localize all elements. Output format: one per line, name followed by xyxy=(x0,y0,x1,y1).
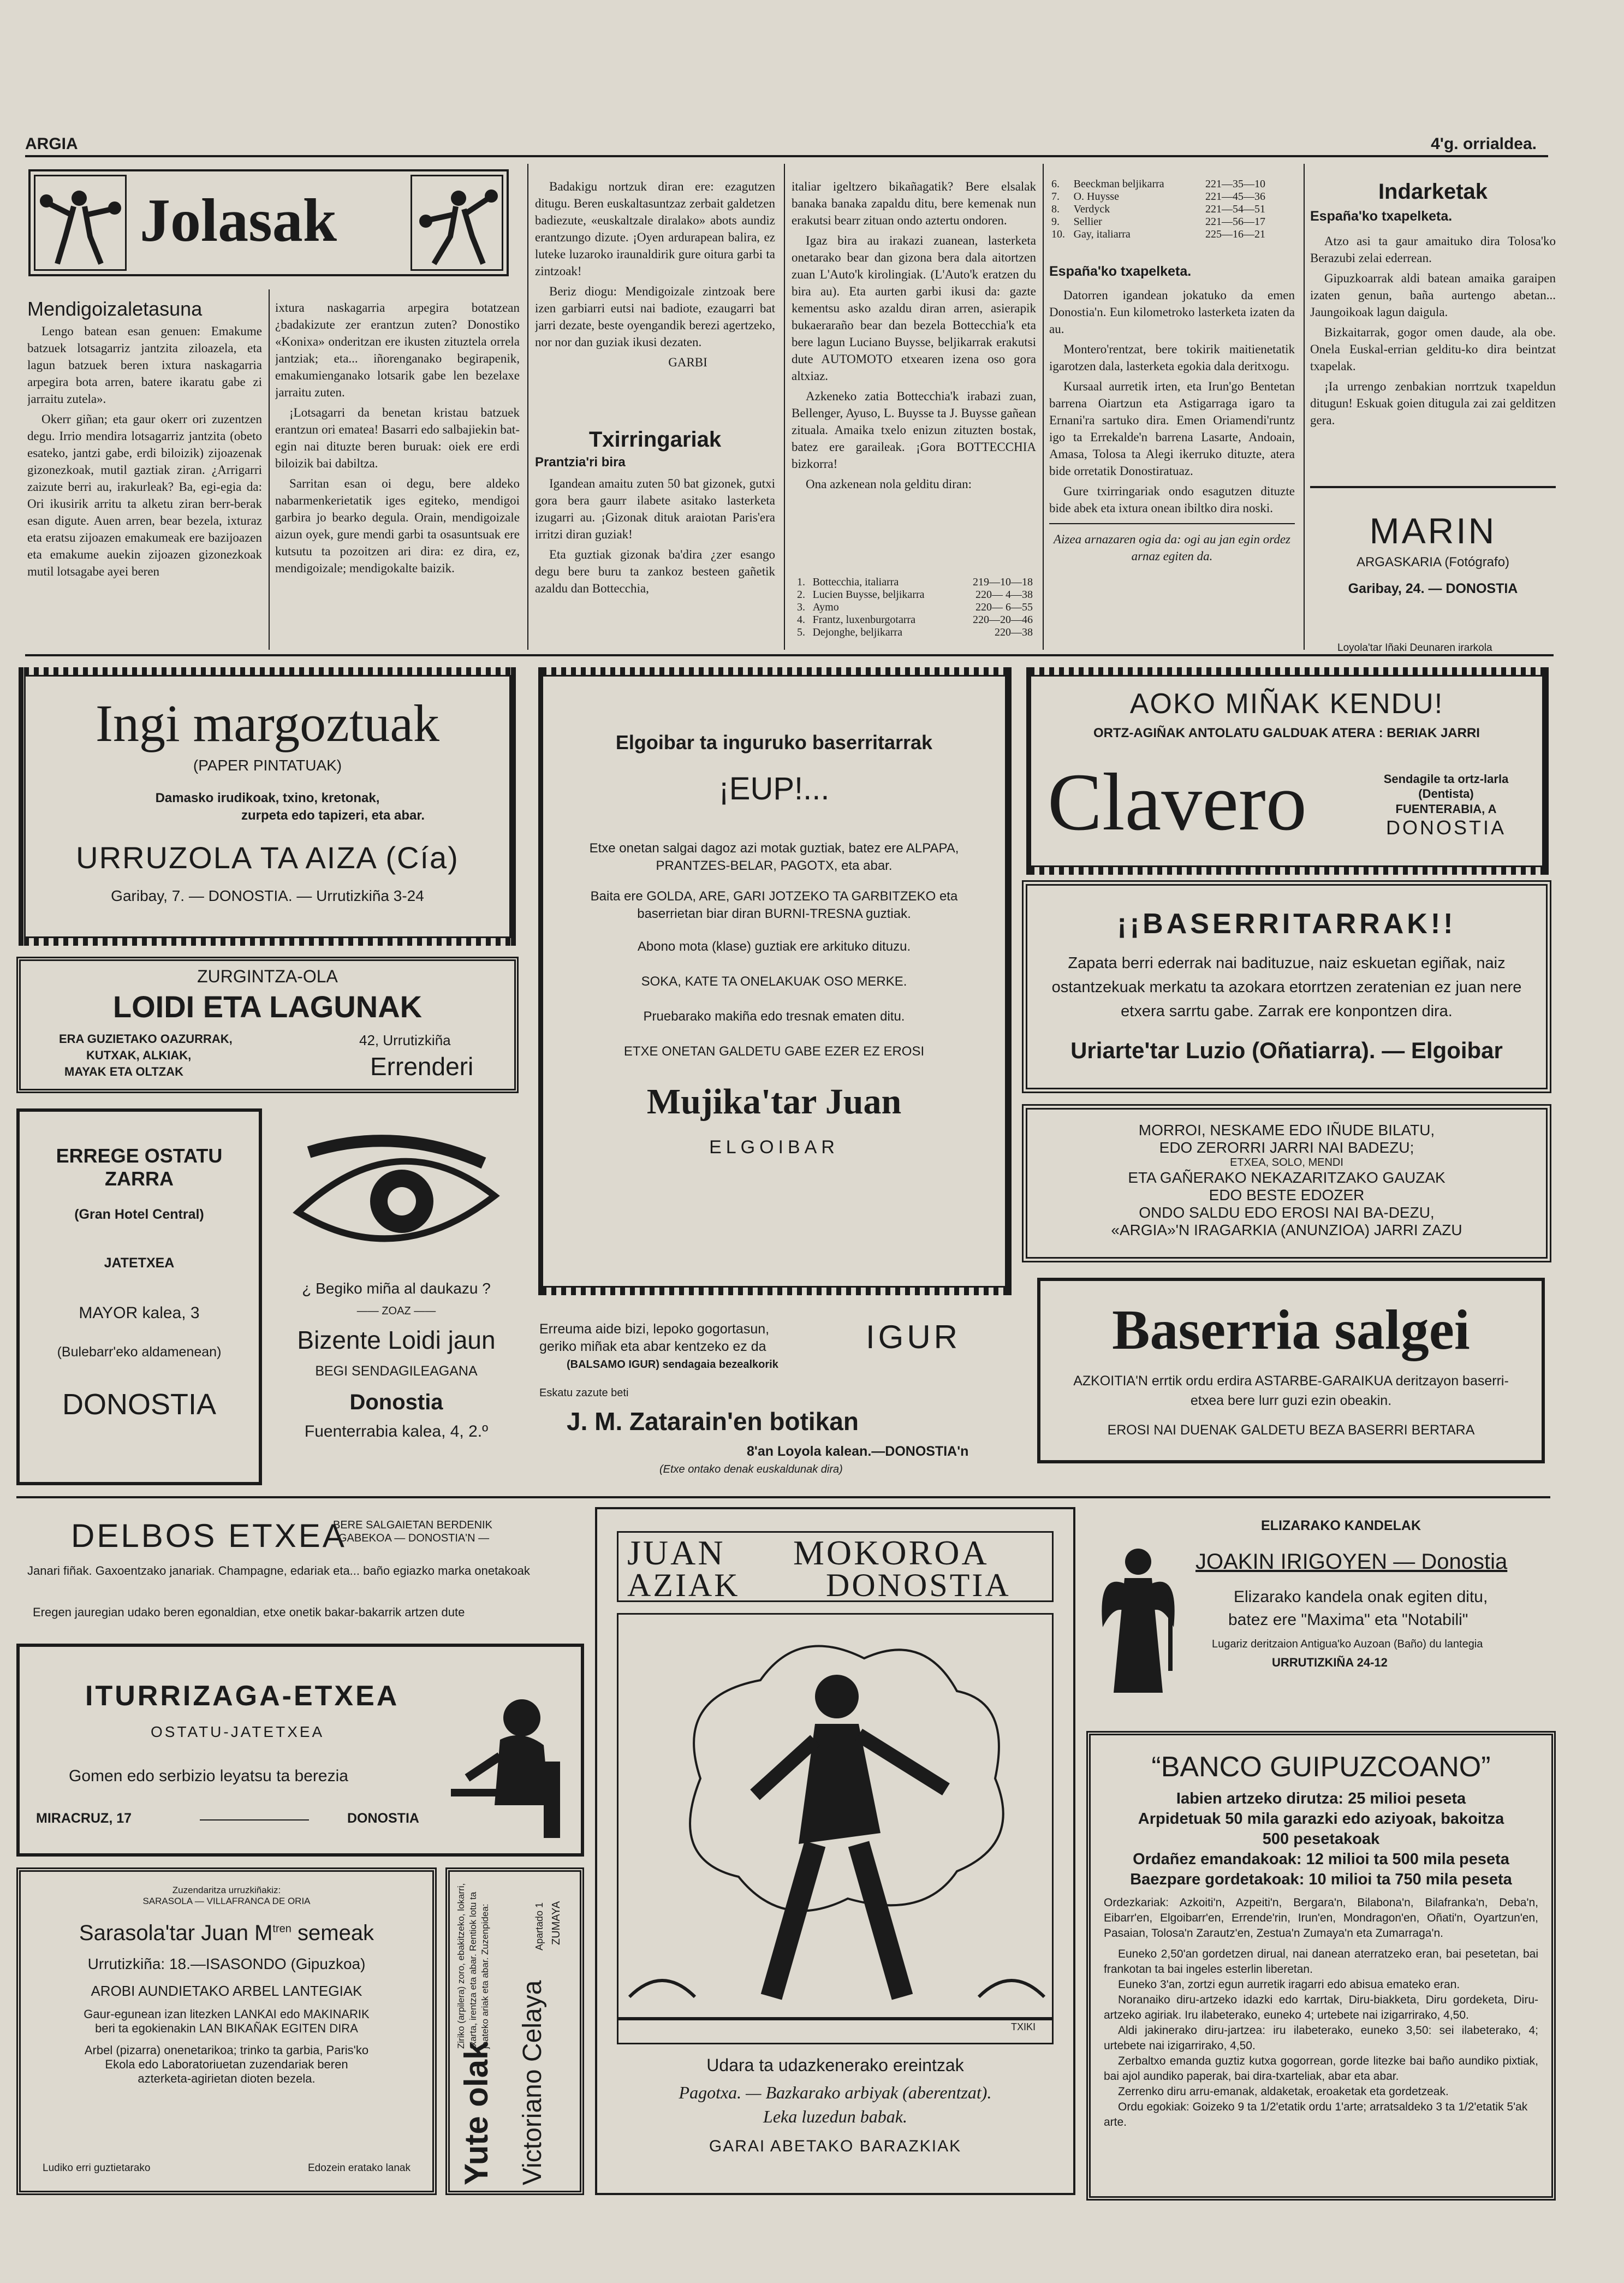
result-time: 220—20—46 xyxy=(973,614,1033,626)
clavero-sub: ORTZ-AGIÑAK ANTOLATU GALDUAK ATERA : BERIAK JARRI xyxy=(1093,726,1480,740)
result-time: 221—56—17 xyxy=(1205,216,1265,228)
result-rider: Beeckman beljikarra xyxy=(1073,178,1164,190)
result-rider: Sellier xyxy=(1073,216,1102,228)
column-divider xyxy=(784,164,785,650)
eye-ad xyxy=(271,1108,522,1485)
banco-title: “BANCO GUIPUZCOANO” xyxy=(1151,1751,1491,1783)
article-paragraph: Beriz diogu: Mendigoizale zintzoak bere izen garbiarri eutsi nai badiote, ezaugarri bat jarri dezate, beste oyengandik berezi agertzeko, nor nor dan guziak ikusi dezaten. xyxy=(535,284,775,349)
errege-jatetxea: JATETXEA xyxy=(104,1255,175,1271)
banco-p4: Noranaiko diru-artzeko idazki edo karrtak, Diru-biakketa, Diru gordeketa, Diru-artzeko agiriak. Iru ilabeterako, euneko 4; urtebete nai izigarrirako, 4,50. xyxy=(1104,1994,1538,2021)
result-rider: O. Huysse xyxy=(1073,191,1119,203)
result-rank: 6. xyxy=(1051,178,1060,190)
eye-icon xyxy=(287,1130,505,1261)
banco-p1: Ordezkariak: Azkoiti'n, Azpeiti'n, Bergara'n, Bilabona'n, Bilafranka'n, Deba'n, Eibarr'en, Elgoibarr'en, Errende'rin, Irun'en, Mondragon'en, Oñati'n, Oyartzun'en, Pasaian, Tolosa'n Zarautz'en, Zestua'n Zumaya'n eta Zumarraga'n. xyxy=(1104,1896,1538,1940)
header-rule xyxy=(25,155,1548,157)
txirringariak-cont xyxy=(792,178,1036,571)
baserritarrak-text: Zapata berri ederrak nai badituzue, naiz eskuetan egiñak, naiz ostantzekuak merkatu ta azokara etorrtzen zeratenian ez juan nere etxera sarrtu gabe. Zarrak ere konpontzen dira. xyxy=(1051,954,1522,1020)
result-row xyxy=(1049,228,1268,241)
clavero-r4: DONOSTIA xyxy=(1385,816,1506,839)
iturrizaga-address: MIRACRUZ, 17 xyxy=(36,1811,132,1826)
sarasola-ad xyxy=(16,1867,437,2195)
loidi-line2: KUTXAK, ALKIAK, xyxy=(86,1048,192,1062)
loidi-top: ZURGINTZA-OLA xyxy=(197,966,338,986)
result-rank: 7. xyxy=(1051,191,1060,203)
kandelak-p2: batez ere "Maxima" eta "Notabili" xyxy=(1228,1611,1468,1629)
errege-address: MAYOR kalea, 3 xyxy=(79,1304,200,1322)
sarasola-sup: tren xyxy=(272,1923,292,1935)
ingi-sub: (PAPER PINTATUAK) xyxy=(193,757,342,774)
result-rider: Frantz, luxenburgotarra xyxy=(812,614,916,626)
baserria-title: Baserria salgei xyxy=(1112,1298,1470,1361)
yute-name: Victoriano Celaya xyxy=(518,1980,547,2185)
yute-big: Yute olak xyxy=(458,2041,495,2185)
txirringariak-subtitle: Prantzia'ri bira xyxy=(535,455,626,470)
baserria-foot: EROSI NAI DUENAK GALDETU BEZA BASERRI BERTARA xyxy=(1107,1422,1475,1438)
mokoroa-l3: AZIAK xyxy=(627,1567,740,1603)
banco-p8: Ordu egokiak: Goizeko 9 ta 1/2'etatik ordu 1'arte; arratsaldeko 3 ta 1/2'etatik 5'ak arte. xyxy=(1104,2101,1528,2128)
sarasola-top2: SARASOLA — VILLAFRANCA DE ORIA xyxy=(142,1896,311,1906)
delbos-ad xyxy=(16,1507,584,1633)
sarasola-l2: Gaur-egunean izan litezken LANKAI edo MAKINARIK xyxy=(84,2007,370,2021)
clavero-r2: (Dentista) xyxy=(1418,787,1474,800)
article-paragraph: ixtura naskagarria arpegira botatzean ¿badakizute zer erantzun zuten? Donostiko «Konixa» onderitzan ere ikusten zituztela orrela jantziak; eta... iñorenganako begirapenik, emakumienganako lotsarik gabe len bezelaxe jarraitu zuten. xyxy=(275,301,520,399)
morroi-l7: «ARGIA»'N IRAGARKIA (ANUNZIOA) JARRI ZAZU xyxy=(1111,1221,1462,1238)
banco-p6: Zerbaltxo emanda guztiz kutxa gogorrean, gorde litezke bai baño aundiko pixtiak, bai ajol aundiko paperak, bai dira-txarteliak, abar eta abar. xyxy=(1104,2055,1538,2083)
banco-p3: Euneko 3'an, zortzi egun aurretik iragarri edo abisua emateko eran. xyxy=(1118,1978,1460,1991)
sarasola-l1: AROBI AUNDIETAKO ARBEL LANTEGIAK xyxy=(91,1983,362,1999)
delbos-name: DELBOS ETXEA xyxy=(71,1517,347,1554)
errege-title: ERREGE OSTATU ZARRA xyxy=(56,1145,223,1190)
igur-line1: Erreuma aide bizi, lepoko gogortasun, xyxy=(539,1321,770,1337)
eye-zoaz-label: ZOAZ xyxy=(382,1305,411,1317)
article-paragraph: Badakigu nortzuk diran ere: ezagutzen ditugu. Beren euskaltasuntzaz zerbait galdetzen badiezute, «euskaltzale diralako» abots aundiz erantzungo dizute. ¡Oyen ardurapean balira, ez luteke luzaroko iraunaldirik gure oitura garbi ta zintzoak! xyxy=(535,180,775,278)
article-signature: GARBI xyxy=(668,355,707,369)
mendigoizaletasuna-article xyxy=(27,295,262,653)
loidi-ad xyxy=(16,957,519,1093)
result-rank: 8. xyxy=(1051,203,1060,215)
iturrizaga-rule xyxy=(200,1819,309,1821)
mokoroa-l4: DONOSTIA xyxy=(826,1567,1011,1603)
clavero-r1: Sendagile ta ortz-larla xyxy=(1383,772,1509,786)
page-number: 4'g. orrialdea. xyxy=(1431,135,1537,153)
igur-ad xyxy=(534,1310,1014,1485)
morroi-l2: EDO ZERORRI JARRI NAI BADEZU; xyxy=(1159,1139,1414,1156)
banco-l4: Ordañez emandakoak: 12 milioi ta 500 mila peseta xyxy=(1133,1851,1509,1868)
loidi-line3: MAYAK ETA OLTZAK xyxy=(64,1065,183,1078)
eye-name: Bizente Loidi jaun xyxy=(297,1326,496,1354)
txirringariak-article xyxy=(535,426,775,653)
printer-credit: Loyola'tar Iñaki Deunaren irarkola xyxy=(1337,642,1492,654)
baserritarrak-title: ¡¡BASERRITARRAK!! xyxy=(1117,908,1456,940)
result-row xyxy=(795,614,1035,626)
errege-bulebar: (Bulebarr'eko aldamenean) xyxy=(57,1344,222,1360)
eye-city: Donostia xyxy=(349,1390,443,1414)
iturrizaga-sub: OSTATU-JATETXEA xyxy=(151,1723,325,1740)
article-paragraph: Gure txirringariak ondo esagutzen dituzte bide abek eta ixtura onean ibiltko dira noski. xyxy=(1049,484,1295,515)
result-row xyxy=(1049,216,1268,228)
ingi-title: Ingi margoztuak xyxy=(95,694,440,752)
result-rider: Aymo xyxy=(812,601,839,613)
result-time: 220— 4—38 xyxy=(975,589,1033,601)
result-time: 225—16—21 xyxy=(1205,228,1265,240)
morroi-l4: ETA GAÑERAKO NEKAZARITZAKO GAUZAK xyxy=(1128,1169,1445,1186)
boxer-left-icon xyxy=(34,175,127,271)
delbos-line2: Eregen jauregian udako beren egonaldian, etxe onetik bakar-bakarrik artzen dute xyxy=(33,1605,465,1619)
iturrizaga-ad xyxy=(16,1644,584,1857)
ingi-address: Garibay, 7. — DONOSTIA. — Urrutizkiña 3-24 xyxy=(111,887,424,904)
result-row xyxy=(795,626,1035,639)
ingi-line2: zurpeta edo tapizeri, eta abar. xyxy=(241,808,425,823)
result-time: 219—10—18 xyxy=(973,576,1033,588)
mokoroa-t1: Udara ta udazkenerako ereintzak xyxy=(706,2055,964,2075)
igur-pharmacy: J. M. Zatarain'en botikan xyxy=(567,1407,859,1436)
sarasola-address: Urrutizkiña: 18.—ISASONDO (Gipuzkoa) xyxy=(87,1955,366,1972)
article-paragraph: Bizkaitarrak, gogor omen daude, ala obe. Onela Euskal-errian gelditu-ko dira beintzat txapelak. xyxy=(1310,325,1556,373)
marin-ad xyxy=(1310,486,1556,628)
mokoroa-t3: Leka luzedun babak. xyxy=(763,2107,907,2126)
article-paragraph: Igandean amaitu zuten 50 bat gizonek, gutxi gora bera gaurr ilabete asitako lasterketa izugarri au. ¡Gizonak dituk araiotan Paris'era irritzi diran guziak! xyxy=(535,477,775,541)
yute-ap: Apartado 1 xyxy=(534,1902,545,1950)
mokoroa-l2: MOKOROA xyxy=(793,1533,989,1572)
sarasola-f1: Ludiko erri guztietarako xyxy=(43,2162,151,2174)
result-row xyxy=(1049,203,1268,216)
igur-line3: (BALSAMO IGUR) sendagaia bezealkorik xyxy=(567,1359,778,1371)
result-rider: Verdyck xyxy=(1073,203,1110,215)
loidi-name: LOIDI ETA LAGUNAK xyxy=(112,989,423,1024)
errege-ad xyxy=(16,1108,262,1485)
article-paragraph: Kursaal aurretik irten, eta Irun'go Bentetan barrena Oiartzun eta Astigarraga igaro ta Ernani'ra sartuko dira. Emen Oriamendi'runtz igo ta Errekalde'n barrena Lasarte, Andoain, Amasa, Tolosa ta Alegi ikerruko dituzte, atera bide orretatik Donostiratuaz. xyxy=(1049,379,1295,478)
result-time: 221—35—10 xyxy=(1205,178,1265,190)
section-rule xyxy=(16,1496,1550,1498)
result-row xyxy=(795,576,1035,589)
iturrizaga-city: DONOSTIA xyxy=(347,1811,419,1826)
baserria-text: AZKOITIA'N errtik ordu erdira ASTARBE-GARAIKUA deritzayon baserri-etxea bere lurr guzi ezin obeakin. xyxy=(1073,1373,1509,1408)
sower-illustration-icon xyxy=(617,1613,1054,2044)
results-table-1 xyxy=(795,576,1035,639)
eup-p4: SOKA, KATE TA ONELAKUAK OSO MERKE. xyxy=(641,974,907,989)
kandelak-p3: Lugariz deritzaion Antigua'ko Auzoan (Baño) du lantegia xyxy=(1212,1638,1483,1650)
diner-icon xyxy=(440,1680,571,1843)
loidi-line1: ERA GUZIETAKO OAZURRAK, xyxy=(59,1032,233,1046)
loidi-city: Errenderi xyxy=(370,1052,474,1081)
sarasola-name-row xyxy=(21,1921,432,1946)
paper-name: ARGIA xyxy=(25,135,78,153)
result-rank: 5. xyxy=(797,626,805,638)
clavero-r3: FUENTERABIA, A xyxy=(1395,802,1497,816)
eup-p5: Pruebarako makiña edo tresnak ematen ditu. xyxy=(643,1009,905,1024)
clavero-ad xyxy=(1022,667,1551,875)
result-rank: 1. xyxy=(797,576,805,588)
result-rider: Dejonghe, beljikarra xyxy=(812,626,902,638)
errege-city: DONOSTIA xyxy=(62,1388,217,1421)
column-divider xyxy=(269,289,270,650)
eup-city: ELGOIBAR xyxy=(709,1137,839,1158)
article-paragraph: Sarritan esan oi degu, bere aldeko nabarmenkerietatik iges egiteko, mendigoi garbira jo bearko degula. Orain, mendigoizale aizun oyek, gure mendi garbi ta osasuntsuak ere kutsutu ta pozoitzen ari dira: ez dira, ez, mendigoizale; mendigokalte baizik. xyxy=(275,477,520,575)
article-paragraph: Gipuzkoarrak aldi batean amaika garaipen izaten genun, baña aurtengo abetan... Jaungoikoak lagun daigula. xyxy=(1310,271,1556,319)
yute-text: Ziriko (arpilera) zoro, ebakitzeko, lokarri, txarta, irentza eta abar. Rentiok lotu ta joateko ariak eta abar. Zuzenpidea: xyxy=(456,1883,490,2049)
eup-p1: Etxe onetan salgai dagoz azi motak guztiak, batez ere ALPAPA, PRANTZES-BELAR, PAGOTX, eta abar. xyxy=(589,841,959,873)
result-rank: 3. xyxy=(797,601,805,613)
result-rider: Gay, italiarra xyxy=(1073,228,1131,240)
jolasak-banner xyxy=(28,169,509,276)
morroi-l5: EDO BESTE EDOZER xyxy=(1209,1187,1365,1203)
article-paragraph: Atzo asi ta gaur amaituko dira Tolosa'ko Berazubi zelai ederrean. xyxy=(1310,234,1556,265)
result-rank: 4. xyxy=(797,614,805,626)
section-rule xyxy=(25,654,1554,656)
article-paragraph: Montero'rentzat, bere tokirik maitienetatik igarotzen dala, lasterketa egokia dala deritxogu. xyxy=(1049,342,1295,373)
quote-text: Aizea arnazaren ogia da: ogi au jan egin ordez arnaz egiten da. xyxy=(1054,532,1290,563)
clavero-name: Clavero xyxy=(1048,757,1307,847)
eye-zoaz: —— ZOAZ —— xyxy=(356,1305,436,1317)
article-paragraph: ¡Lotsagarri da benetan kristau batzuek erantzun ori ematea! Basarri edo salbajiekin bat-egin nai dituzte beren buruak: oiek ere erdi biloizik bai dabiltza. xyxy=(275,406,520,470)
eup-p3: Abono mota (klase) guztiak ere arkituko dituzu. xyxy=(637,939,911,954)
eup-p2: Baita ere GOLDA, ARE, GARI JOTZEKO TA GARBITZEKO eta baserrietan biar diran BURNI-TRESNA guztiak. xyxy=(590,889,958,921)
article-paragraph: Azkeneko zatia Bottecchia'k irabazi zuan, Bellenger, Ayuso, L. Buysse ta J. Buysse gañean zituala. Amaika txelo enizun zituzten bostak, batez ere garaileak. ¡Gora BOTTECCHIA bizkorra! xyxy=(792,389,1036,471)
iturrizaga-title: ITURRIZAGA-ETXEA xyxy=(85,1680,400,1712)
article-paragraph: Igaz bira au irakazi zuanean, lasterketa onetarako bear dan gizona bera dala aitortzen zuan L'Auto'k kirolingiak. (L'Auto'k eratzen du bira au). Eta aurten garbi ikusi da: gazte kementsu asko azaldu diran arren, asierapik bukaeraraño bear dan bezela Bottecchia'k eta bere lagun Luciano Buysse, beljikarrak erakutsi dute AUTOMOTO etxearen izena oso gora altxiaz. xyxy=(792,234,1036,383)
result-rider: Lucien Buysse, beljikarra xyxy=(812,589,925,601)
igur-line4: Eskatu zazute beti xyxy=(539,1387,629,1399)
result-row xyxy=(795,601,1035,614)
mokoroa-t4: GARAI ABETAKO BARAZKIAK xyxy=(709,2137,962,2155)
eye-question: ¿ Begiko miña al daukazu ? xyxy=(302,1280,491,1297)
boxer-right-icon xyxy=(411,175,503,271)
result-row xyxy=(795,589,1035,601)
kandelak-p1: Elizarako kandela onak egiten ditu, xyxy=(1234,1588,1488,1606)
result-row xyxy=(1049,178,1268,191)
eup-cry: ¡EUP!... xyxy=(718,771,830,807)
sarasola-top1: Zuzendaritza urruzkiñakiz: xyxy=(172,1885,281,1895)
column-divider xyxy=(1043,164,1044,650)
igur-address: 8'an Loyola kalean.—DONOSTIA'n xyxy=(747,1444,969,1459)
ingi-name: URRUZOLA TA AIZA (Cía) xyxy=(76,840,459,875)
delbos-r1: BERE SALGAIETAN BERDENIK xyxy=(333,1519,492,1531)
baserritarrak-name: Uriarte'tar Luzio (Oñatiarra). — Elgoibar xyxy=(1070,1037,1503,1063)
clavero-title: AOKO MIÑAK KENDU! xyxy=(1129,688,1444,720)
delbos-r2: GABEKOA — DONOSTIA'N — xyxy=(338,1532,490,1544)
morroi-l3: ETXEA, SOLO, MENDI xyxy=(1230,1157,1343,1169)
sarasola-f2: Edozein eratako lanak xyxy=(307,2162,411,2174)
banco-p5: Aldi jakinerako diru-jartzea: iru ilabeterako, euneko 3,50: sei ilabeterako, 4; urtebete nai izigarrirako, 4,50. xyxy=(1104,2024,1538,2052)
yute-rotated xyxy=(452,1874,583,2191)
result-rank: 10. xyxy=(1051,228,1065,240)
result-rank: 9. xyxy=(1051,216,1060,228)
baserria-salgei-ad xyxy=(1037,1278,1545,1463)
eup-title: Elgoibar ta inguruko baserritarrak xyxy=(615,731,933,754)
banco-p7: Zerrenko diru arru-emanak, aldaketak, eroaketak eta gordetzeak. xyxy=(1118,2085,1449,2098)
banco-l2: Arpidetuak 50 mila garazki edo aziyoak, bakoitza xyxy=(1138,1810,1504,1828)
article-paragraph: Ona azkenean nola gelditu diran: xyxy=(806,477,972,491)
result-rank: 2. xyxy=(797,589,805,601)
mokoroa-ad xyxy=(595,1507,1075,2195)
igur-line2: geriko miñak eta abar kentzeko ez da xyxy=(539,1339,766,1354)
txirringariak-title: Txirringariak xyxy=(588,428,722,452)
sarasola-l6: azterketa-agirietan dioten bezela. xyxy=(138,2072,316,2085)
indarketak-title: Indarketak xyxy=(1378,180,1488,204)
loidi-phone: 42, Urrutizkiña xyxy=(359,1032,451,1048)
column-divider xyxy=(527,164,528,650)
angel-icon xyxy=(1097,1540,1179,1698)
ingi-line1: Damasko irudikoak, txino, kretonak, xyxy=(155,791,380,805)
banco-l3: 500 pesetakoak xyxy=(1262,1830,1380,1848)
article-paragraph: Okerr giñan; eta gaur okerr ori zuzentzen degu. Irrio mendira lotsagarriz jantzita (obeto esateko, jantzi gabe, erdi biloizik) zijoazenak gizonezkoak, mutil gaztiak ziran. ¿Arrigarri zaizute berri au, irakurleak? Ba, egi-egia da: Ori ikusirik arritu ta alketu ziran berr-berak esan digute. Auen arren, bear bezela, ixturaz eta eratsu zijoazen emakumeak ere bazijoazen eta emakume auekin zijoazen gizonezkoak mutil lotsagabe ayei beren xyxy=(27,412,262,578)
igur-brand: IGUR xyxy=(866,1319,961,1355)
marin-name: MARIN xyxy=(1369,511,1497,551)
article-paragraph: ¡Ia urrengo zenbakian norrtzuk txapeldun ditugun! Eskuak goien ditugula zai zai gelditzen gera. xyxy=(1310,379,1556,427)
sarasola-name: Sarasola'tar Juan M xyxy=(79,1921,273,1945)
banco-l5: Baezpare gordetakoak: 10 milioi ta 750 mila peseta xyxy=(1130,1871,1512,1888)
article-paragraph: italiar igeltzero bikañagatik? Bere elsalak banaka banaka zapaldu ditu, bere kemenak nun erakutsi bearr zituan ondo aztertu ondoren. xyxy=(792,180,1036,227)
kandelak-ad xyxy=(1086,1507,1556,1715)
morroi-l1: MORROI, NESKAME EDO IÑUDE BILATU, xyxy=(1138,1122,1435,1138)
errege-sub: (Gran Hotel Central) xyxy=(74,1207,204,1222)
marin-sub: ARGASKARIA (Fotógrafo) xyxy=(1356,555,1510,570)
result-time: 221—45—36 xyxy=(1205,191,1265,203)
morroi-ad xyxy=(1022,1104,1551,1262)
column-divider xyxy=(1304,164,1305,650)
mendigoizaletasuna-end xyxy=(535,178,775,418)
results-table-2 xyxy=(1049,178,1268,241)
article-paragraph: Datorren igandean jokatuko da emen Donostia'n. Eun kilometroko lasterketa izaten da au. xyxy=(1049,288,1295,336)
mendigoizaletasuna-cont xyxy=(275,299,520,653)
sarasola-l5: Ekola edo Laboratoriuetan zuzendariak beren xyxy=(105,2057,348,2071)
eup-name: Mujika'tar Juan xyxy=(646,1082,902,1122)
jolasak-title: Jolasak xyxy=(140,187,337,254)
article-paragraph: Eta guztiak gizonak ba'dira ¿zer esango degu bere buru ta zankoz besteen gañetik azaldu dan Bottecchia, xyxy=(535,548,775,595)
sarasola-l3: beri ta egokienakin LAN BIKAÑAK EGITEN DIRA xyxy=(95,2021,358,2035)
igur-foot: (Etxe ontako denak euskaldunak dira) xyxy=(659,1463,843,1475)
result-time: 221—54—51 xyxy=(1205,203,1265,215)
yute-city: ZUMAYA xyxy=(550,1901,562,1945)
banco-p2: Euneko 2,50'an gordetzen dirual, nai danean aterratzeko eran, bai pesetetan, bai frankotan ta bai ingeles esterlin liberetan. xyxy=(1104,1948,1538,1976)
result-time: 220—38 xyxy=(995,626,1033,638)
quote-rule xyxy=(1049,523,1295,524)
result-rider: Bottecchia, italiarra xyxy=(812,576,899,588)
iturrizaga-text: Gomen edo serbizio leyatsu ta berezia xyxy=(69,1767,348,1785)
banco-l1: Iabien artzeko dirutza: 25 milioi peseta xyxy=(1176,1790,1466,1807)
espana-title: España'ko txapelketa. xyxy=(1049,264,1192,279)
eye-address: Fuenterrabia kalea, 4, 2.º xyxy=(304,1422,489,1440)
kandelak-title: ELIZARAKO KANDELAK xyxy=(1261,1518,1421,1533)
espana-txapelketa-article xyxy=(1049,257,1295,650)
kandelak-p4: URRUTIZKIÑA 24-12 xyxy=(1272,1656,1388,1669)
sarasola-name2: semeak xyxy=(298,1921,374,1945)
banco-ad xyxy=(1086,1731,1556,2201)
sarasola-l4: Arbel (pizarra) onenetarikoa; trinko ta garbia, Paris'ko xyxy=(84,2043,369,2057)
ingi-ad xyxy=(16,667,519,946)
eup-ad xyxy=(534,667,1014,1295)
kandelak-name: JOAKIN IRIGOYEN — Donostia xyxy=(1195,1550,1508,1574)
mokoroa-signature: TXIKI xyxy=(1010,2021,1036,2032)
delbos-line1: Janari fiñak. Gaxoentzako janariak. Champagne, edariak eta... baño egiazko marka onetakoak xyxy=(27,1564,530,1578)
eup-p6: ETXE ONETAN GALDETU GABE EZER EZ EROSI xyxy=(623,1044,925,1059)
morroi-l6: ONDO SALDU EDO EROSI NAI BA-DEZU, xyxy=(1139,1204,1435,1221)
indarketak-article xyxy=(1310,178,1556,484)
article-paragraph: Lengo batean esan genuen: Emakume batzuek lotsagarriz jantzita ziloazela, eta lagun batzuek beren ixtura naskagarria arpegira bota arren, batere ikaratu gabe zi jarraitu zutela». xyxy=(27,324,262,406)
result-time: 220— 6—55 xyxy=(975,601,1033,613)
yute-ad xyxy=(445,1867,584,2195)
result-row xyxy=(1049,191,1268,203)
indarketak-subtitle: España'ko txapelketa. xyxy=(1310,209,1453,224)
mokoroa-banner xyxy=(617,1531,1054,1602)
mendigoizaletasuna-title: Mendigoizaletasuna xyxy=(27,298,203,320)
mokoroa-l1: JUAN xyxy=(627,1533,725,1572)
baserritarrak-ad xyxy=(1022,880,1551,1093)
marin-address: Garibay, 24. — DONOSTIA xyxy=(1348,581,1518,596)
eye-sub: BEGI SENDAGILEAGANA xyxy=(315,1363,478,1379)
mokoroa-t2: Pagotxa. — Bazkarako arbiyak (aberentzat). xyxy=(679,2083,992,2102)
